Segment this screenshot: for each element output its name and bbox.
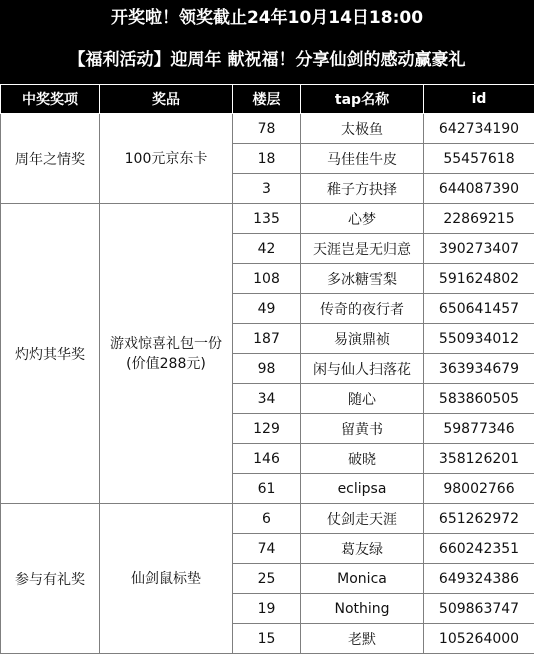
user-id-cell: 363934679 — [424, 354, 534, 384]
user-id-cell: 358126201 — [424, 444, 534, 474]
user-id-cell: 583860505 — [424, 384, 534, 414]
tap-name-cell: 破晓 — [301, 444, 424, 474]
prize-cell — [100, 504, 233, 654]
table-body — [1, 114, 534, 654]
column-header-id: id — [424, 85, 534, 114]
floor-cell: 25 — [233, 564, 301, 594]
user-id-cell: 105264000 — [424, 624, 534, 654]
column-header-award: 中奖奖项 — [1, 85, 100, 114]
tap-name-cell: 闲与仙人扫落花 — [301, 354, 424, 384]
user-id-cell: 22869215 — [424, 204, 534, 234]
tap-name-cell: 马佳佳牛皮 — [301, 144, 424, 174]
floor-cell: 15 — [233, 624, 301, 654]
user-id-cell: 98002766 — [424, 474, 534, 504]
floor-cell: 108 — [233, 264, 301, 294]
floor-cell: 42 — [233, 234, 301, 264]
announcement-title: 开奖啦！领奖截止24年10月14日18:00 — [0, 0, 534, 38]
table-header-row — [1, 85, 534, 114]
user-id-cell: 649324386 — [424, 564, 534, 594]
tap-name-cell: 天涯岂是无归意 — [301, 234, 424, 264]
tap-name-cell: Nothing — [301, 594, 424, 624]
tap-name-cell: 仗剑走天涯 — [301, 504, 424, 534]
user-id-cell: 642734190 — [424, 114, 534, 144]
prize-text: 游戏惊喜礼包一份 — [110, 335, 222, 352]
tap-name-cell: Monica — [301, 564, 424, 594]
user-id-cell: 644087390 — [424, 174, 534, 204]
tap-name-cell: 多冰糖雪梨 — [301, 264, 424, 294]
tap-name-cell: 随心 — [301, 384, 424, 414]
floor-cell: 34 — [233, 384, 301, 414]
floor-cell: 129 — [233, 414, 301, 444]
floor-cell: 49 — [233, 294, 301, 324]
floor-cell: 6 — [233, 504, 301, 534]
user-id-cell: 509863747 — [424, 594, 534, 624]
tap-name-cell: 传奇的夜行者 — [301, 294, 424, 324]
user-id-cell: 650641457 — [424, 294, 534, 324]
prize-text: 仙剑鼠标垫 — [131, 570, 201, 587]
tap-name-cell: 葛友绿 — [301, 534, 424, 564]
floor-cell: 135 — [233, 204, 301, 234]
floor-cell: 74 — [233, 534, 301, 564]
floor-cell: 98 — [233, 354, 301, 384]
winners-table — [0, 84, 534, 654]
user-id-cell: 651262972 — [424, 504, 534, 534]
floor-cell: 146 — [233, 444, 301, 474]
user-id-cell: 591624802 — [424, 264, 534, 294]
activity-title: 【福利活动】迎周年 献祝福！分享仙剑的感动赢豪礼 — [0, 38, 534, 84]
column-header-tap-name: tap名称 — [301, 85, 424, 114]
floor-cell: 78 — [233, 114, 301, 144]
tap-name-cell: 老默 — [301, 624, 424, 654]
prize-text: 100元京东卡 — [124, 150, 208, 167]
user-id-cell: 390273407 — [424, 234, 534, 264]
award-name-cell: 周年之情奖 — [1, 114, 100, 204]
floor-cell: 19 — [233, 594, 301, 624]
floor-cell: 187 — [233, 324, 301, 354]
floor-cell: 61 — [233, 474, 301, 504]
floor-cell: 3 — [233, 174, 301, 204]
user-id-cell: 550934012 — [424, 324, 534, 354]
tap-name-cell: eclipsa — [301, 474, 424, 504]
tap-name-cell: 易演鼎祯 — [301, 324, 424, 354]
column-header-floor: 楼层 — [233, 85, 301, 114]
tap-name-cell: 太极鱼 — [301, 114, 424, 144]
user-id-cell: 660242351 — [424, 534, 534, 564]
prize-text: (价值288元) — [126, 355, 206, 372]
column-header-prize: 奖品 — [100, 85, 233, 114]
prize-cell — [100, 204, 233, 504]
tap-name-cell: 留黄书 — [301, 414, 424, 444]
tap-name-cell: 稚子方抉择 — [301, 174, 424, 204]
floor-cell: 18 — [233, 144, 301, 174]
table-row — [1, 504, 534, 534]
tap-name-cell: 心梦 — [301, 204, 424, 234]
user-id-cell: 59877346 — [424, 414, 534, 444]
table-row — [1, 114, 534, 144]
user-id-cell: 55457618 — [424, 144, 534, 174]
award-name-cell: 灼灼其华奖 — [1, 204, 100, 504]
award-name-cell: 参与有礼奖 — [1, 504, 100, 654]
prize-cell — [100, 114, 233, 204]
table-row — [1, 204, 534, 234]
